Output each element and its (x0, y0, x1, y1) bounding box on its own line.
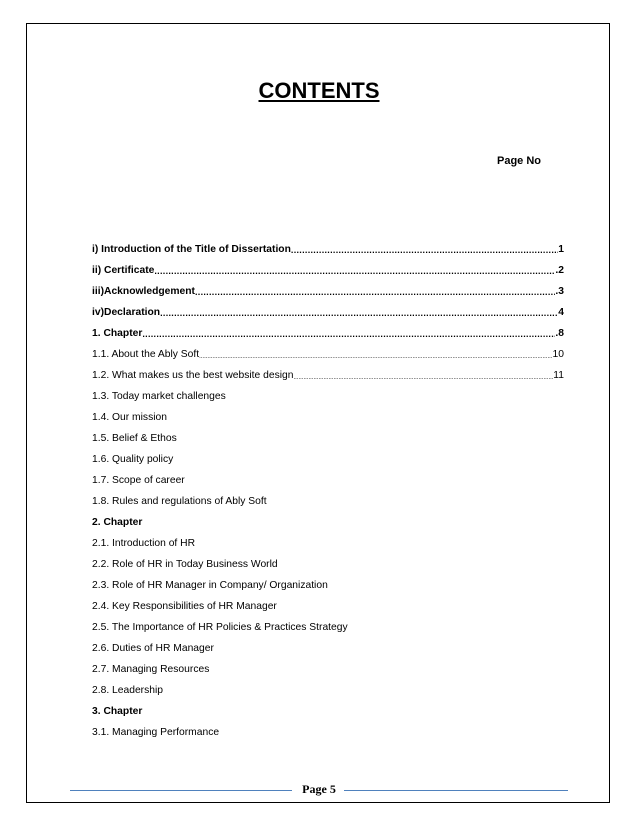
toc-leader-dots (291, 243, 558, 255)
toc-entry-label: 2.1. Introduction of HR (92, 538, 196, 549)
toc-entry (92, 549, 564, 570)
toc-entry-page-number: .2 (555, 265, 564, 276)
toc-entry (92, 486, 564, 507)
toc-entry-label: 2.4. Key Responsibilities of HR Manager (92, 601, 277, 612)
toc-leader-dots (160, 306, 558, 318)
toc-entry (92, 360, 564, 381)
toc-entry (92, 423, 564, 444)
toc-entry-label: 3. Chapter (92, 706, 143, 717)
toc-entry (92, 675, 564, 696)
toc-entry-page-number: .8 (555, 328, 564, 339)
toc-entry (92, 654, 564, 675)
toc-entry-label: 1.6. Quality policy (92, 454, 174, 465)
toc-entry-label: ii) Certificate (92, 265, 155, 276)
toc-entry-label: 3.1. Managing Performance (92, 727, 220, 738)
toc-entry (92, 381, 564, 402)
toc-entry (92, 444, 564, 465)
toc-entry-label: 2. Chapter (92, 517, 143, 528)
toc-entry-label: 1.8. Rules and regulations of Ably Soft (92, 496, 267, 507)
toc-entry-label: 1.2. What makes us the best website design (92, 370, 294, 381)
toc-entry (92, 591, 564, 612)
toc-entry (92, 696, 564, 717)
toc-leader-dots (195, 285, 555, 297)
toc-entry (92, 339, 564, 360)
toc-leader-dots (142, 327, 555, 339)
toc-entry-label: i) Introduction of the Title of Dissertation (92, 244, 291, 255)
toc-entry (92, 276, 564, 297)
page-number-column-header: Page No (497, 155, 542, 167)
toc-entry (92, 297, 564, 318)
toc-entry-page-number: 11 (553, 370, 564, 381)
toc-entry (92, 465, 564, 486)
toc-entry (92, 528, 564, 549)
toc-entry (92, 570, 564, 591)
toc-entry-page-number: .3 (555, 286, 564, 297)
toc-entry-label: 1.4. Our mission (92, 412, 167, 423)
table-of-contents (92, 234, 564, 738)
toc-entry-label: 2.8. Leadership (92, 685, 163, 696)
toc-entry-label: 2.3. Role of HR Manager in Company/ Organization (92, 580, 328, 591)
toc-entry (92, 612, 564, 633)
toc-entry (92, 318, 564, 339)
toc-entry (92, 633, 564, 654)
toc-leader-dots (293, 369, 553, 381)
toc-entry-label: iii)Acknowledgement (92, 286, 195, 297)
toc-leader-dots (154, 264, 555, 276)
toc-entry-label: 2.2. Role of HR in Today Business World (92, 559, 278, 570)
toc-entry-label: 1.1. About the Ably Soft (92, 349, 200, 360)
toc-entry (92, 255, 564, 276)
toc-leader-dots (199, 348, 552, 360)
toc-entry-label: 1.5. Belief & Ethos (92, 433, 177, 444)
toc-entry (92, 234, 564, 255)
toc-entry-page-number: 1 (558, 244, 564, 255)
page-title: CONTENTS (258, 78, 380, 103)
footer-rule-right (344, 790, 568, 791)
toc-entry-label: iv)Declaration (92, 307, 161, 318)
toc-entry-page-number: 10 (552, 349, 564, 360)
toc-entry-label: 1.3. Today market challenges (92, 391, 226, 402)
toc-entry-page-number: 4 (558, 307, 564, 318)
page-footer (70, 782, 568, 801)
toc-entry-label: 1.7. Scope of career (92, 475, 185, 486)
toc-entry (92, 402, 564, 423)
toc-entry (92, 717, 564, 738)
toc-entry (92, 507, 564, 528)
toc-entry-label: 1. Chapter (92, 328, 143, 339)
toc-entry-label: 2.7. Managing Resources (92, 664, 210, 675)
toc-entry-label: 2.5. The Importance of HR Policies & Practices Strategy (92, 622, 348, 633)
footer-page-number: Page 5 (302, 782, 336, 796)
toc-entry-label: 2.6. Duties of HR Manager (92, 643, 214, 654)
